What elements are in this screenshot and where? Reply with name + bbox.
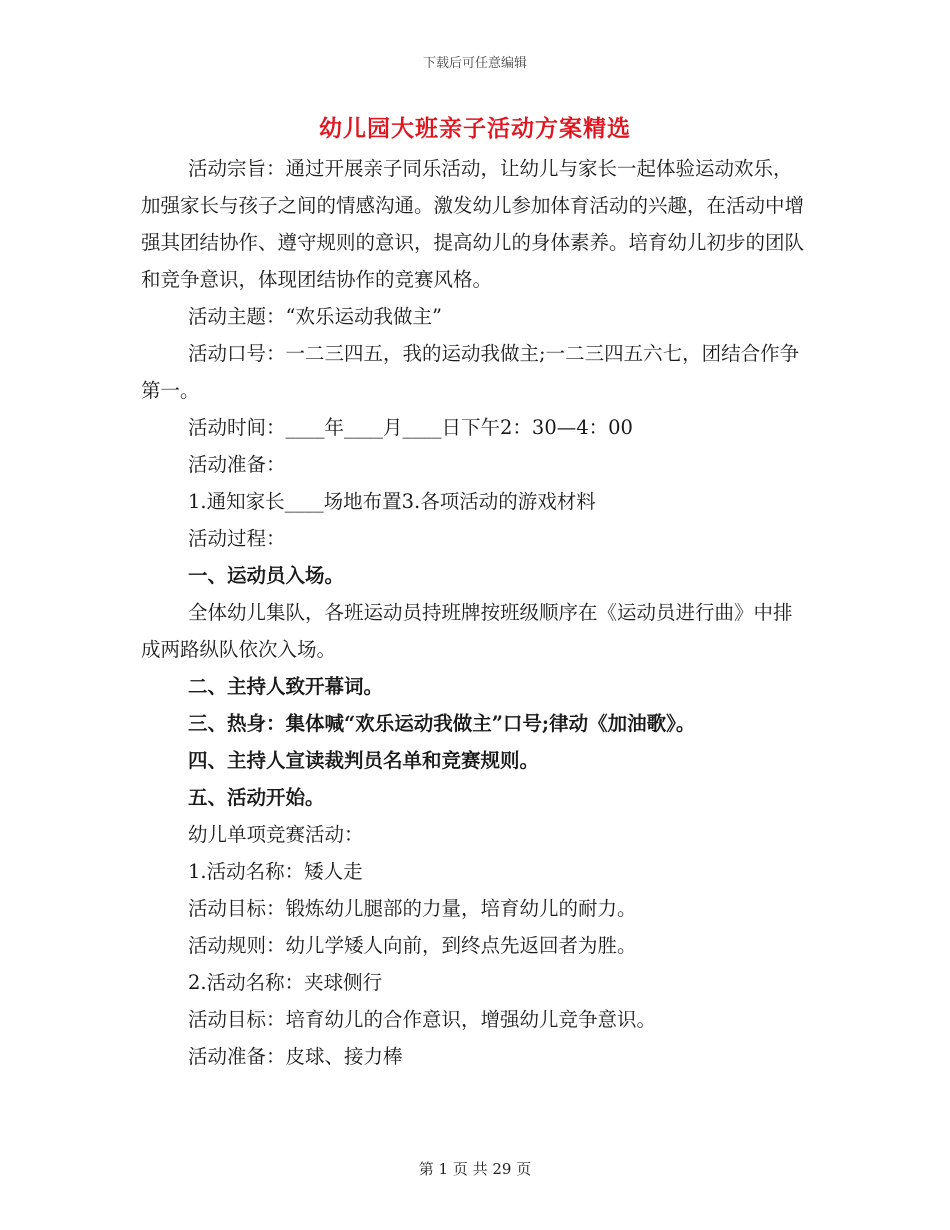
paragraph-time: 活动时间：____年____月____日下午2：30—4：00 — [188, 416, 633, 439]
paragraph-event-2-preparation: 活动准备：皮球、接力棒 — [188, 1045, 403, 1068]
paragraph-event-1-name: 1.活动名称：矮人走 — [188, 860, 363, 883]
paragraph-single-events: 幼儿单项竞赛活动： — [188, 823, 364, 846]
paragraph-theme: 活动主题：“欢乐运动我做主” — [188, 305, 442, 328]
paragraph-entrance: 全体幼儿集队，各班运动员持班牌按班级顺序在《运动员进行曲》中排成两路纵队依次入场。 — [141, 601, 793, 661]
paragraph-slogan: 活动口号：一二三四五，我的运动我做主;一二三四五六七，团结合作争第一。 — [141, 342, 800, 402]
section-heading-1: 一、运动员入场。 — [188, 564, 345, 587]
header-note: 下载后可任意编辑 — [422, 56, 527, 71]
paragraph-purpose: 活动宗旨：通过开展亲子同乐活动，让幼儿与家长一起体验运动欢乐，加强家长与孩子之间的情感沟通。激发幼儿参加体育活动的兴趣，在活动中增强其团结协作、遵守规则的意识，提高幼儿的身体素养。培育幼儿初步的团队和竞争意识，体现团结协作的竞赛风格。 — [141, 157, 805, 291]
section-heading-5: 五、活动开始。 — [188, 786, 325, 809]
paragraph-event-1-rules: 活动规则：幼儿学矮人向前，到终点先返回者为胜。 — [188, 934, 637, 957]
paragraph-event-2-name: 2.活动名称：夹球侧行 — [188, 971, 383, 994]
paragraph-preparation-items: 1.通知家长____场地布置3.各项活动的游戏材料 — [188, 490, 596, 513]
section-heading-2: 二、主持人致开幕词。 — [188, 675, 384, 698]
page-number: 第 1 页 共 29 页 — [418, 1160, 532, 1178]
section-heading-4: 四、主持人宣读裁判员名单和竞赛规则。 — [188, 749, 540, 772]
section-heading-3: 三、热身：集体喊“欢乐运动我做主”口号;律动《加油歌》。 — [188, 712, 696, 735]
paragraph-event-1-goal: 活动目标：锻炼幼儿腿部的力量，培育幼儿的耐力。 — [188, 897, 637, 920]
document-title: 幼儿园大班亲子活动方案精选 — [319, 115, 631, 142]
paragraph-event-2-goal: 活动目标：培育幼儿的合作意识，增强幼儿竞争意识。 — [188, 1008, 657, 1031]
paragraph-preparation: 活动准备： — [188, 453, 286, 476]
document-body — [141, 150, 809, 1075]
paragraph-process: 活动过程： — [188, 527, 286, 550]
